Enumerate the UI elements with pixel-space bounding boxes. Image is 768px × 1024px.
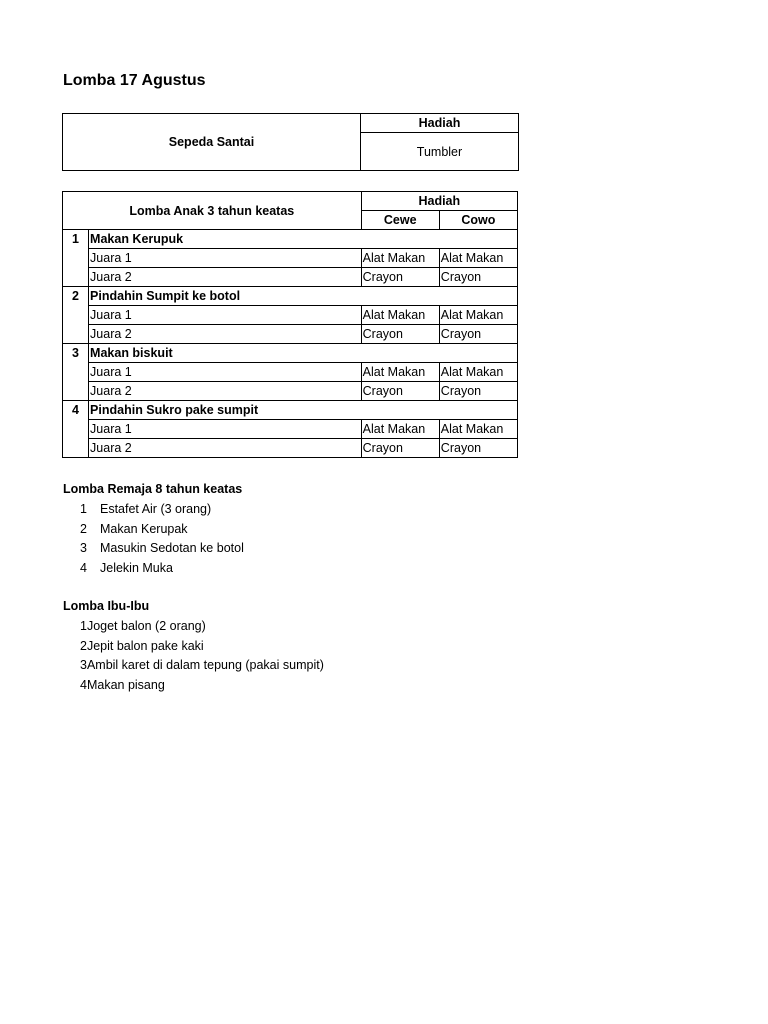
table-row xyxy=(63,420,518,439)
game-header-row xyxy=(63,230,518,249)
remaja-section-title: Lomba Remaja 8 tahun keatas xyxy=(63,482,243,496)
prize-cowo-cell: Alat Makan xyxy=(439,249,517,268)
list-item-number: 1 xyxy=(80,619,87,633)
list-item-label: Jelekin Muka xyxy=(100,560,173,575)
list-item xyxy=(80,656,324,676)
prize-cewe-cell: Alat Makan xyxy=(361,363,439,382)
prize-rank-cell: Juara 2 xyxy=(89,439,362,458)
list-item-number: 3 xyxy=(80,658,87,672)
sepeda-hadiah-header: Hadiah xyxy=(361,114,519,133)
table-row xyxy=(63,325,518,344)
prize-cowo-cell: Crayon xyxy=(439,325,517,344)
list-item xyxy=(80,559,244,579)
list-item-number: 3 xyxy=(80,541,87,555)
list-item xyxy=(80,520,244,540)
prize-cewe-cell: Crayon xyxy=(361,439,439,458)
prize-cowo-cell: Crayon xyxy=(439,382,517,401)
prize-rank-cell: Juara 1 xyxy=(89,249,362,268)
list-item-label: Masukin Sedotan ke botol xyxy=(100,541,244,555)
anak-col-cowo: Cowo xyxy=(439,211,517,230)
list-item-label: Ambil karet di dalam tepung (pakai sumpit) xyxy=(86,658,324,672)
anak-col-cewe: Cewe xyxy=(361,211,439,230)
game-header-row xyxy=(63,401,518,420)
prize-cewe-cell: Alat Makan xyxy=(361,306,439,325)
table-row xyxy=(63,306,518,325)
game-number: 4 xyxy=(63,401,89,458)
anak-title-cell: Lomba Anak 3 tahun keatas xyxy=(63,192,362,230)
game-name: Makan Kerupuk xyxy=(89,230,518,249)
sepeda-santai-table xyxy=(62,113,519,171)
prize-cewe-cell: Crayon xyxy=(361,325,439,344)
lomba-anak-table xyxy=(62,191,518,458)
prize-rank-cell: Juara 1 xyxy=(89,420,362,439)
game-header-row xyxy=(63,287,518,306)
prize-rank-cell: Juara 2 xyxy=(89,382,362,401)
sepeda-hadiah-value: Tumbler xyxy=(361,133,519,171)
list-item-label: Jepit balon pake kaki xyxy=(86,638,204,653)
list-item-label: Makan pisang xyxy=(86,677,165,692)
list-item-label: Estafet Air (3 orang) xyxy=(100,502,212,516)
list-item xyxy=(80,500,244,520)
ibu-list xyxy=(80,617,324,695)
game-number: 2 xyxy=(63,287,89,344)
prize-rank-cell: Juara 1 xyxy=(89,306,362,325)
game-name: Makan biskuit xyxy=(89,344,518,363)
remaja-list xyxy=(80,500,244,578)
page-title: Lomba 17 Agustus xyxy=(63,72,206,89)
game-number: 1 xyxy=(63,230,89,287)
prize-cowo-cell: Crayon xyxy=(439,439,517,458)
list-item xyxy=(80,539,244,559)
game-header-row xyxy=(63,344,518,363)
game-number: 3 xyxy=(63,344,89,401)
table-row xyxy=(63,382,518,401)
prize-cewe-cell: Alat Makan xyxy=(361,249,439,268)
list-item-number: 4 xyxy=(80,677,87,692)
list-item-label: Joget balon (2 orang) xyxy=(86,619,206,633)
table-row xyxy=(63,439,518,458)
list-item xyxy=(80,676,324,696)
table-row xyxy=(63,363,518,382)
prize-cowo-cell: Alat Makan xyxy=(439,363,517,382)
list-item-number: 2 xyxy=(80,638,87,653)
table-row xyxy=(63,268,518,287)
ibu-section-title: Lomba Ibu-Ibu xyxy=(63,599,150,613)
list-item-label: Makan Kerupak xyxy=(100,521,188,536)
list-item-number: 4 xyxy=(80,560,87,575)
list-item xyxy=(80,637,324,657)
list-item-number: 1 xyxy=(80,502,87,516)
prize-cowo-cell: Crayon xyxy=(439,268,517,287)
game-name: Pindahin Sukro pake sumpit xyxy=(89,401,518,420)
sepeda-name-cell: Sepeda Santai xyxy=(63,114,361,171)
prize-cewe-cell: Crayon xyxy=(361,382,439,401)
table-row xyxy=(63,249,518,268)
game-name: Pindahin Sumpit ke botol xyxy=(89,287,518,306)
prize-cowo-cell: Alat Makan xyxy=(439,306,517,325)
prize-rank-cell: Juara 1 xyxy=(89,363,362,382)
anak-hadiah-header: Hadiah xyxy=(361,192,517,211)
prize-cewe-cell: Alat Makan xyxy=(361,420,439,439)
prize-cewe-cell: Crayon xyxy=(361,268,439,287)
prize-rank-cell: Juara 2 xyxy=(89,268,362,287)
prize-cowo-cell: Alat Makan xyxy=(439,420,517,439)
prize-rank-cell: Juara 2 xyxy=(89,325,362,344)
list-item xyxy=(80,617,324,637)
list-item-number: 2 xyxy=(80,521,87,536)
